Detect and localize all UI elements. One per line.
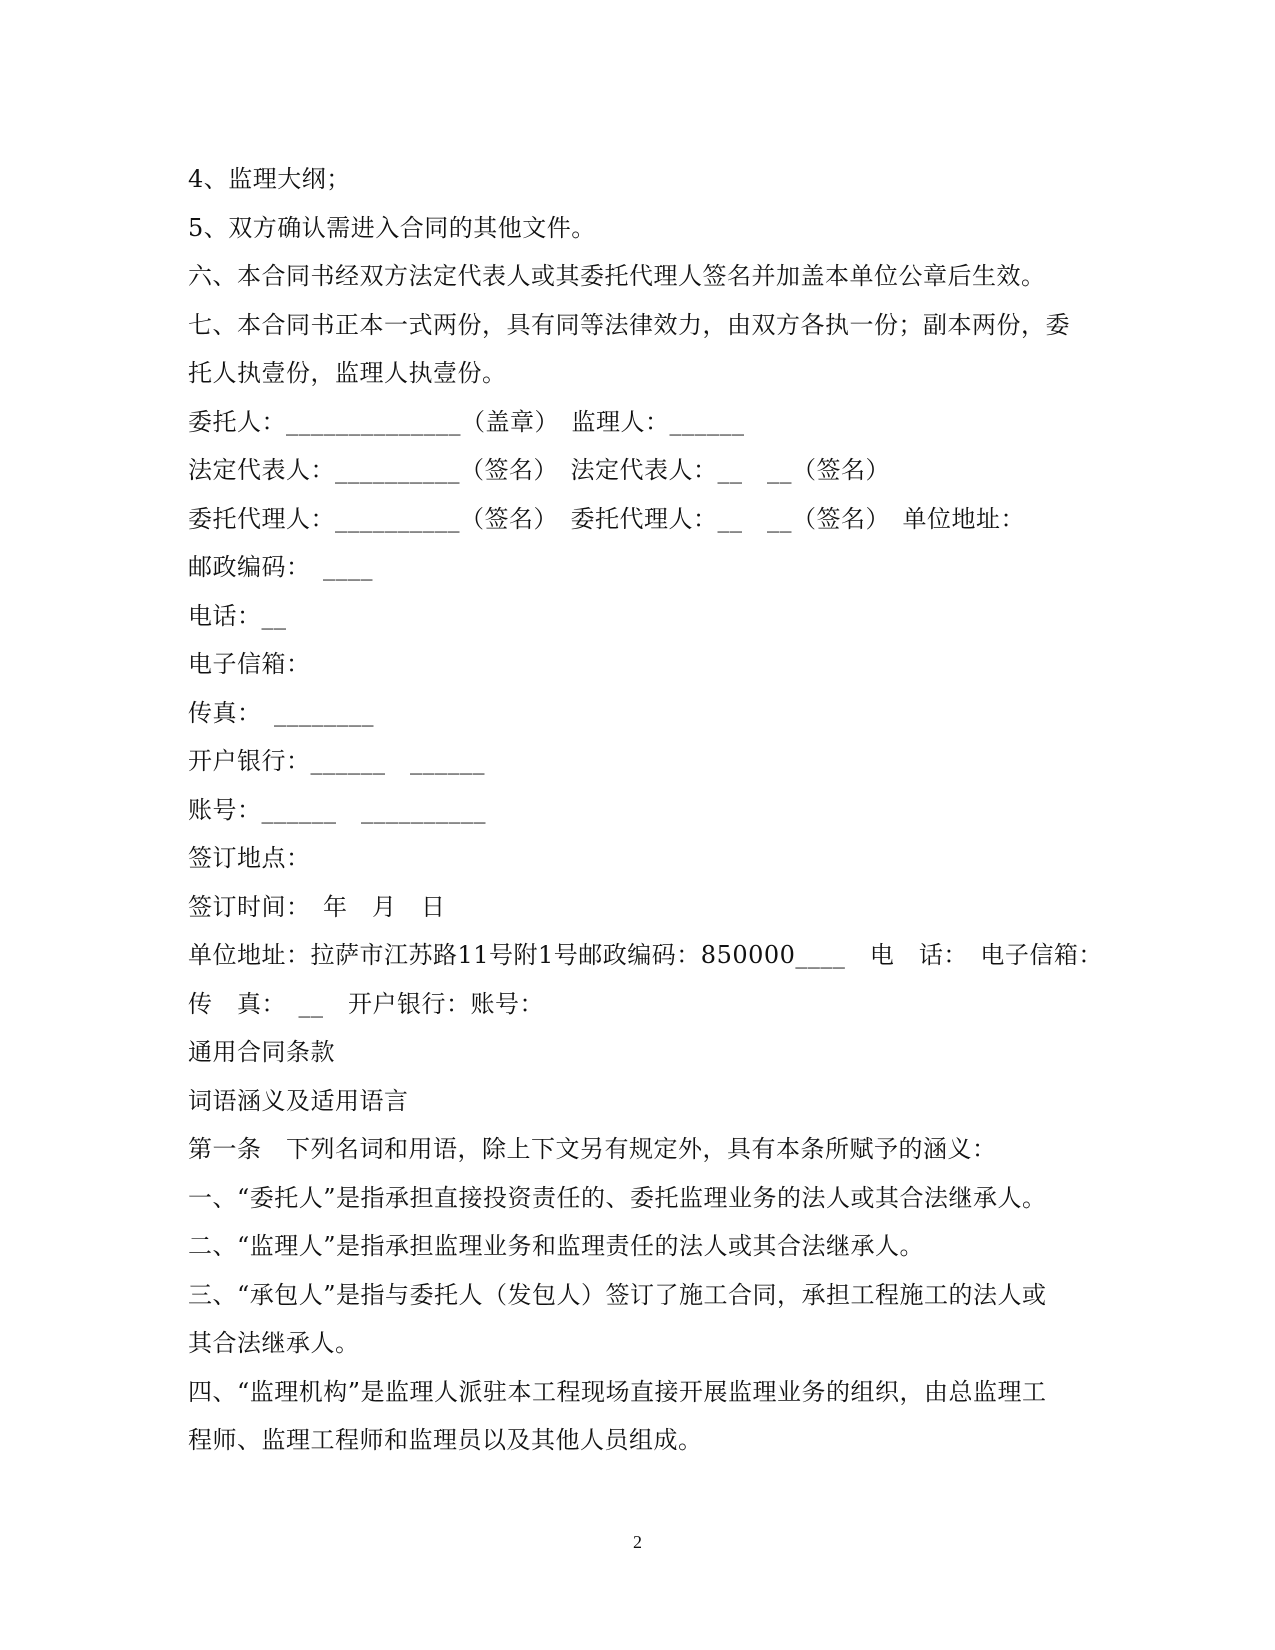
address-line: 单位地址：拉萨市江苏路11号附1号邮政编码：850000____ 电 话： 电子信箱： [188,941,1103,969]
text-line: 三、“承包人”是指与委托人（发包人）签订了施工合同，承担工程施工的法人或 [188,1280,1047,1309]
text-line: 四、“监理机构”是监理人派驻本工程现场直接开展监理业务的组织，由总监理工 [188,1377,1047,1406]
text-line: 5、双方确认需进入合同的其他文件。 [188,213,596,242]
text-line: 一、“委托人”是指承担直接投资责任的、委托监理业务的法人或其合法继承人。 [188,1183,1047,1212]
postal-code-line: 邮政编码： ____ [188,553,373,581]
signature-line-agent: 委托代理人：__________（签名） 委托代理人：__ __（签名） 单位地址： [188,504,1025,533]
phone-line: 电话：__ [188,601,287,630]
text-line: 托人执壹份，监理人执壹份。 [188,359,507,387]
text-line: 其合法继承人。 [188,1329,360,1357]
signing-date-line: 签订时间： 年 月 日 [188,892,446,921]
section-heading: 通用合同条款 [188,1038,335,1066]
text-line: 六、本合同书经双方法定代表人或其委托代理人签名并加盖本单位公章后生效。 [188,262,1046,290]
signing-place-line: 签订地点： [188,844,311,872]
account-line: 账号：______ __________ [188,795,486,824]
text-line: 第一条 下列名词和用语，除上下文另有规定外，具有本条所赋予的涵义： [188,1135,997,1163]
email-line: 电子信箱： [188,650,311,678]
bank-line: 开户银行：______ ______ [188,747,485,775]
fax-line: 传真： ________ [188,698,374,727]
signature-line-client: 委托人：______________（盖章） 监理人：______ [188,407,745,436]
text-line: 程师、监理工程师和监理员以及其他人员组成。 [188,1426,703,1454]
text-line: 二、“监理人”是指承担监理业务和监理责任的法人或其合法继承人。 [188,1232,925,1260]
document-body [188,155,1103,1465]
fax-bank-line: 传 真： __ 开户银行：账号： [188,989,544,1018]
signature-line-legal-rep: 法定代表人：__________（签名） 法定代表人：__ __（签名） [188,456,890,484]
text-line: 4、监理大纲； [188,165,351,193]
subsection-heading: 词语涵义及适用语言 [188,1086,409,1115]
page-number: 2 [633,1532,642,1552]
text-line: 七、本合同书正本一式两份，具有同等法律效力，由双方各执一份；副本两份，委 [188,310,1070,339]
